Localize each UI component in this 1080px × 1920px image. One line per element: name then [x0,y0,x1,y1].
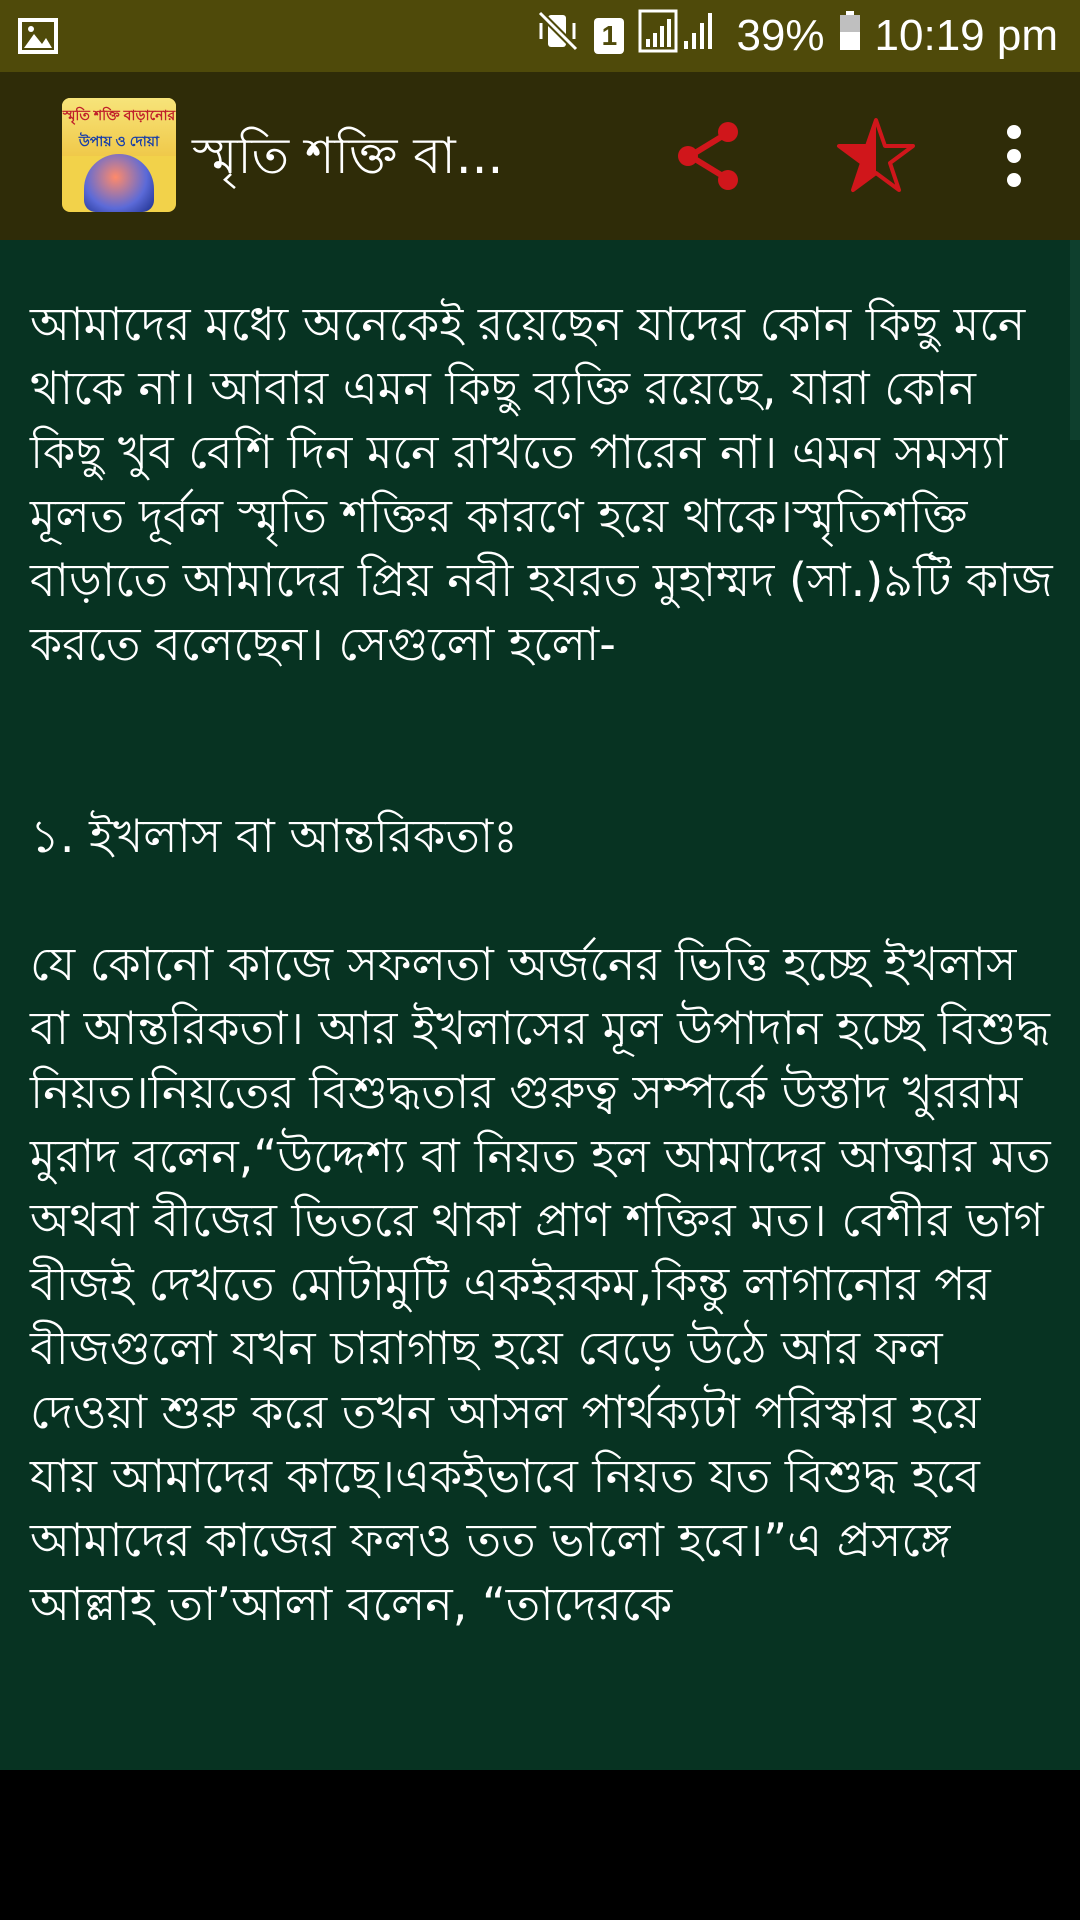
star-icon [834,114,918,198]
battery-icon [839,11,861,62]
navigation-bar [0,1770,1080,1920]
signal-icon [638,9,722,64]
article-text [30,292,1060,1636]
share-icon [666,114,750,198]
app-logo-text-line1: স্মৃতি শক্তি বাড়ানোর [62,107,176,123]
app-bar [0,72,1080,240]
overflow-menu-icon [972,114,1056,198]
mute-vibrate-icon [536,9,580,64]
section-body: যে কোনো কাজে সফলতা অর্জনের ভিত্তি হচ্ছে ইখলাস বা আন্তরিকতা। আর ইখলাসের মূল উপাদান হচ্ছে বিশুদ্ধ নিয়ত।নিয়তের বিশুদ্ধতার গুরুত্ব সম্পর্কে উস্তাদ খুররাম মুরাদ বলেন,“উদ্দেশ্য বা নিয়ত হল আমাদের আত্মার মত অথবা বীজের ভিতরে থাকা প্রাণ শক্তির মত। বেশীর ভাগ বীজই দেখতে মোটামুটি একইরকম,কিন্তু লাগানোর পর বীজগুলো যখন চারাগাছ হয়ে বেড়ে উঠে আর ফল দেওয়া শুরু করে তখন আসল পার্থক্যটা পরিস্কার হয়ে যায় আমাদের কাছে।একইভাবে নিয়ত যত বিশুদ্ধ হবে আমাদের কাজের ফলও তত ভালো হবে।”এ প্রসঙ্গে আল্লাহ তা’আলা বলেন, “তাদেরকে [30,937,1051,1631]
share-button[interactable] [666,114,750,198]
sim-icon: 1 [594,18,624,54]
app-logo [62,98,176,212]
brain-icon [84,154,154,212]
status-icons [536,0,1058,72]
article-content[interactable] [0,240,1080,1770]
scrollbar-thumb[interactable] [1070,240,1080,440]
app-title: স্মৃতি শক্তি বা... [192,127,504,185]
clock: 10:19 pm [874,11,1058,60]
favorite-button[interactable] [834,114,918,198]
app-logo-text-line2: উপায় ও দোয়া [78,133,160,149]
section-heading: ১. ইখলাস বা আন্তরিকতাঃ [30,809,518,863]
image-icon [18,16,58,56]
spacer [30,676,1060,804]
status-bar [0,0,1080,72]
battery-percent: 39% [736,11,825,60]
spacer [30,868,1060,932]
overflow-menu-button[interactable] [972,114,1056,198]
article-intro: আমাদের মধ্যে অনেকেই রয়েছেন যাদের কোন কিছু মনে থাকে না। আবার এমন কিছু ব্যক্তি রয়েছে, যারা কোন কিছু খুব বেশি দিন মনে রাখতে পারেন না। এমন সমস্যা মূলত দূর্বল স্মৃতি শক্তির কারণে হয়ে থাকে।স্মৃতিশক্তি বাড়াতে আমাদের প্রিয় নবী হযরত মুহাম্মদ (সা.)৯টি কাজ করতে বলেছেন। সেগুলো হলো- [30,297,1053,671]
